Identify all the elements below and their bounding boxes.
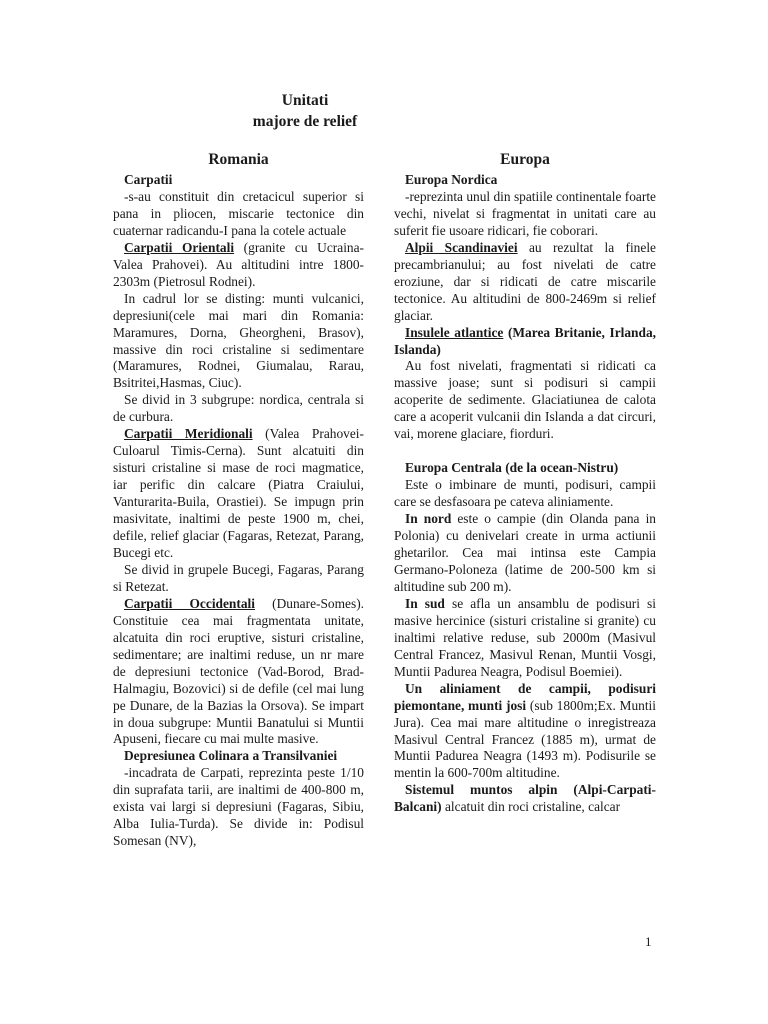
depresiunea-title: Depresiunea Colinara a Transilvaniei [124,748,338,764]
heading-romania: Romania [208,151,269,168]
right-column [394,150,656,816]
insulele-title [394,325,656,359]
orientali-text: (granite cu Ucraina-Valea Prahovei). Au altitudini intre 1800-2303m (Pietrosul Rodnei). [113,239,365,289]
meridionali-name: Carpatii Meridionali [124,426,253,442]
orientali-p2: In cadrul lor se disting: munti vulcanici, depresiuni(cele mai mari din Romania: Maramures, Dorna, Gheorgheni, Brasov), massive din roci cristaline si sedimentare (Maramures, Rodnei, Giumalau, Rarau, Bsitritei,Hasmas, Ciuc). [113,290,364,391]
heading-europa: Europa [500,151,550,168]
sud-label: In sud [405,595,445,611]
nordica-title: Europa Nordica [405,172,498,187]
orientali-p3: Se divid in 3 subgrupe: nordica, centrala si de curbura. [113,392,364,425]
aliniament-paragraph [394,681,656,783]
insulele-rest: (Marea Britanie, Irlanda, Islanda) [394,324,656,357]
nordica-text: -reprezinta unul din spatiile continentale foarte vechi, nivelat si fragmentat in unitati care au suferit fie usoare ridicari, fie coborari. [394,188,656,238]
scandinaviei-text: au rezultat la finele precambrianului; au fost nivelati de catre eroziune, dar si ridicati de catre miscarile tectonice. Au altitudini de 800-2469m si relief glaciar. [394,239,656,323]
sud-text: se afla un ansamblu de podisuri si masive hercinice (sisturi cristaline si granite) cu inaltimi relative reduse, sub 2000m (Masivul Central Francez, Masivul Renan, Muntii Vosgi, Muntii Padurea Neagra, Podisul Boemiei). [394,595,656,679]
sistemul-paragraph [394,782,656,816]
meridionali-text: (Valea Prahovei-Culoarul Timis-Cerna). Sunt alcatuiti din sisturi cristaline si mase de roci magmatice, iar perific din calcare (Piatra Craiului, Vanturarita-Buila, Orastiei). Se impugn prin masivitate, inaltimi de peste 1900 m, chei, defile, relief glaciar (Fagaras, Retezat, Parang, Bucegi etc. [113,426,364,560]
sud-paragraph [394,596,656,681]
carpatii-title: Carpatii [124,172,173,187]
depresiunea-text: -incadrata de Carpati, reprezinta peste 1/10 din suprafata tarii, are inaltimi de 400-800 m, exista vai largi si depresiuni (Fagaras, Sibiu, Alba Iulia-Turda). Se divide in: Podisul Somesan (NV), [113,765,364,849]
occidentali-name: Carpatii Occidentali [124,595,255,611]
orientali-paragraph [113,240,364,291]
sistemul-label: Sistemul muntos alpin (Alpi-Carpati-Balcani) [394,782,656,815]
scandinaviei-name: Alpii Scandinaviei [405,239,518,255]
carpatii-text: -s-au constituit din cretacicul superior si pana in pliocen, miscarie tectonice din cuaternar radicandu-I pana la cotele actuale [113,188,364,238]
meridionali-p2: Se divid in grupele Bucegi, Fagaras, Parang si Retezat. [113,561,364,594]
title-line-2: majore de relief [252,113,358,130]
occidentali-paragraph [113,596,364,749]
occidentali-text: (Dunare-Somes). Constituie cea mai fragmentata unitate, alcatuita din roci eruptive, sisturi cristaline, sedimentare; are inaltimi reduse, un nr mare de depresiuni tectonice (Vad-Borod, Brad-Halmagiu, Bozovici) si de defile (cel mai lung pe Dunare, de la Bazias la Orsova). Se impart in doua subgrupe: Muntii Banatului si Muntii Apuseni, fiecare cu mai multe masive. [113,595,364,747]
nord-label: In nord [405,511,452,527]
insulele-name: Insulele atlantice [405,324,504,340]
meridionali-paragraph [113,426,364,562]
title-line-1: Unitati [281,92,329,109]
orientali-name: Carpatii Orientali [124,239,235,255]
sistemul-text: alcatuit din roci cristaline, calcar [441,799,621,815]
aliniament-text: (sub 1800m;Ex. Muntii Jura). Cea mai mare altitudine o inregistreaza Masivul Central Francez (1885 m), urmat de Muntii Padurea Neagra (1493 m). Podisurile se mentin la 600-700m altitudine. [394,697,657,781]
scandinaviei-paragraph [394,240,656,325]
nord-paragraph [394,511,656,596]
insulele-text: Au fost nivelati, fragmentati si ridicati ca massive joase; sunt si podisuri si campii acoperite de sedimente. Glaciatiunea de calota care a acoperit vulcanii din Islanda a dat circuri, vai, morene glaciare, fiorduri. [394,358,656,442]
page-number: 1 [645,934,652,949]
centrala-text: Este o imbinare de munti, podisuri, campii care se desfasoara pe cateva aliniamente. [394,477,656,510]
left-column [113,150,364,850]
nord-text: este o campie (din Olanda pana in Polonia) cu denivelari create in urma actiunii ghetarilor. Cea mai intinsa este Campia Germano-Poloneza (latime de 200-500 km si altitudine sub 200 m). [394,511,656,594]
centrala-title: Europa Centrala (de la ocean-Nistru) [405,460,619,476]
document-title [230,90,380,132]
aliniament-label: Un aliniament de campii, podisuri piemontane, munti josi [394,680,656,713]
